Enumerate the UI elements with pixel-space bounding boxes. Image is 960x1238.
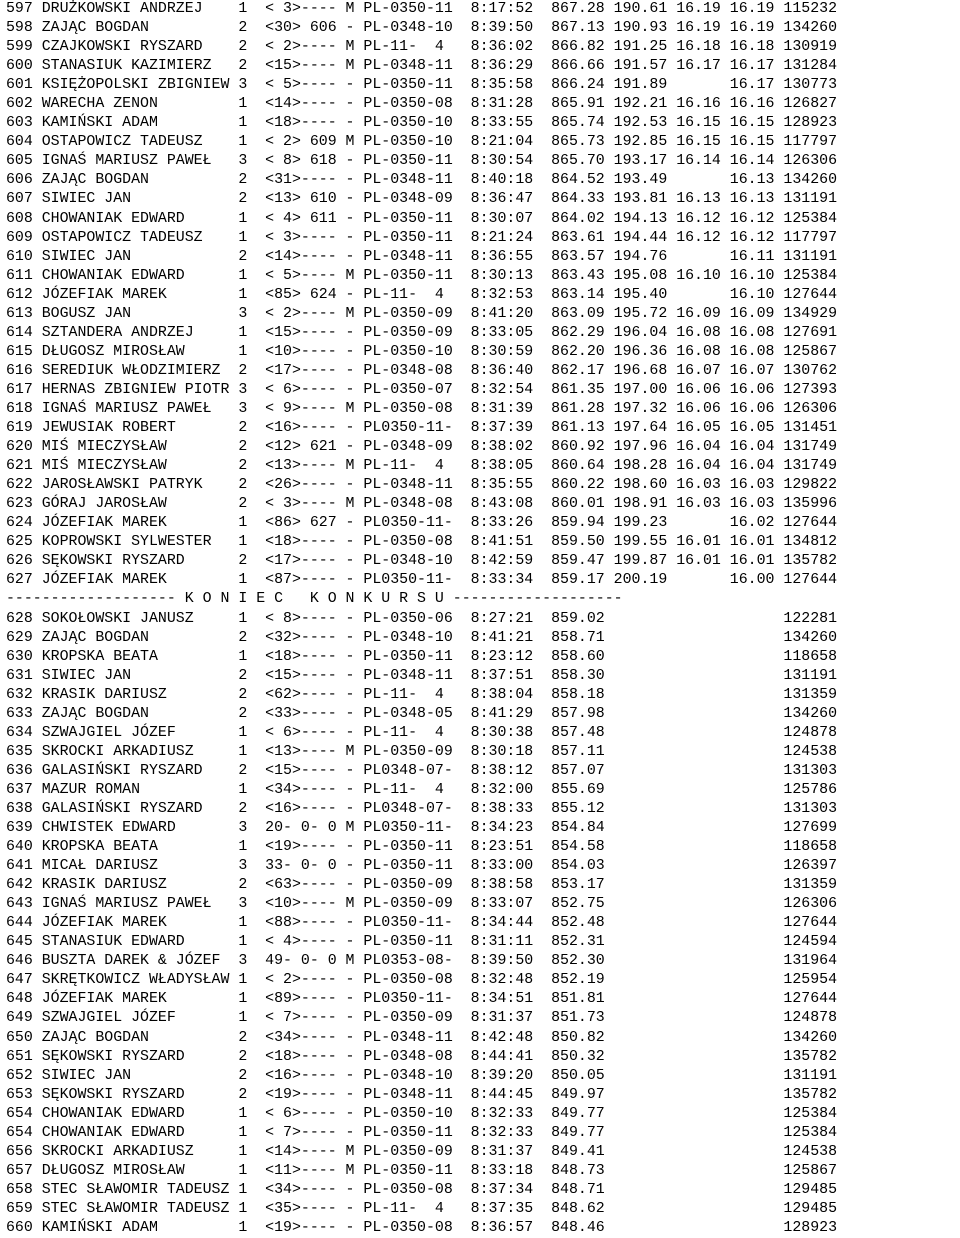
result-row: 607 SIWIEC JAN 2 <13> 610 - PL-0348-09 8:36:47 864.33 193.81 16.13 16.13 131191 xyxy=(6,191,838,208)
result-row: 600 STANASIUK KAZIMIERZ 2 <15>---- M PL-0348-11 8:36:29 866.66 191.57 16.17 16.17 131284 xyxy=(6,58,838,75)
result-row: 630 KROPSKA BEATA 1 <18>---- - PL-0350-11 8:23:12 858.60 118658 xyxy=(6,648,838,665)
result-row: 606 ZAJĄC BOGDAN 2 <31>---- - PL-0348-11 8:40:18 864.52 193.49 16.13 134260 xyxy=(6,172,838,189)
result-row: 611 CHOWANIAK EDWARD 1 < 5>---- M PL-0350-11 8:30:13 863.43 195.08 16.10 16.10 125384 xyxy=(6,267,838,284)
result-row: 605 IGNAŚ MARIUSZ PAWEŁ 3 < 8> 618 - PL-0350-11 8:30:54 865.70 193.17 16.14 16.14 126306 xyxy=(6,153,838,170)
result-row: 645 STANASIUK EDWARD 1 < 4>---- - PL-0350-11 8:31:11 852.31 124594 xyxy=(6,934,838,951)
result-row: 614 SZTANDERA ANDRZEJ 1 <15>---- - PL-0350-09 8:33:05 862.29 196.04 16.08 16.08 127691 xyxy=(6,324,838,341)
result-row: 659 STEC SŁAWOMIR TADEUSZ 1 <35>---- - PL-11- 4 8:37:35 848.62 129485 xyxy=(6,1200,838,1217)
result-row: 632 KRASIK DARIUSZ 2 <62>---- - PL-11- 4 8:38:04 858.18 131359 xyxy=(6,686,838,703)
result-row: 635 SKROCKI ARKADIUSZ 1 <13>---- M PL-0350-09 8:30:18 857.11 124538 xyxy=(6,743,838,760)
result-row: 660 KAMIŃSKI ADAM 1 <19>---- - PL-0350-08 8:36:57 848.46 128923 xyxy=(6,1220,838,1236)
result-row: 631 SIWIEC JAN 2 <15>---- - PL-0348-11 8:37:51 858.30 131191 xyxy=(6,667,838,684)
result-row: 617 HERNAS ZBIGNIEW PIOTR 3 < 6>---- - PL-0350-07 8:32:54 861.35 197.00 16.06 16.06 127393 xyxy=(6,381,838,398)
result-row: 615 DŁUGOSZ MIROSŁAW 1 <10>---- - PL-0350-10 8:30:59 862.20 196.36 16.08 16.08 125867 xyxy=(6,343,838,360)
result-row: 638 GALASIŃSKI RYSZARD 2 <16>---- - PL0348-07- 8:38:33 855.12 131303 xyxy=(6,800,838,817)
result-row: 651 SĘKOWSKI RYSZARD 2 <18>---- - PL-0348-08 8:44:41 850.32 135782 xyxy=(6,1048,838,1065)
result-row: 609 OSTAPOWICZ TADEUSZ 1 < 3>---- - PL-0350-11 8:21:24 863.61 194.44 16.12 16.12 117797 xyxy=(6,229,838,246)
result-row: 636 GALASIŃSKI RYSZARD 2 <15>---- - PL0348-07- 8:38:12 857.07 131303 xyxy=(6,762,838,779)
result-row: 647 SKRĘTKOWICZ WŁADYSŁAW 1 < 2>---- - PL-0350-08 8:32:48 852.19 125954 xyxy=(6,972,838,989)
result-row: 623 GÓRAJ JAROSŁAW 2 < 3>---- M PL-0348-08 8:43:08 860.01 198.91 16.03 16.03 135996 xyxy=(6,496,838,513)
result-row: 644 JÓZEFIAK MAREK 1 <88>---- - PL0350-11- 8:34:44 852.48 127644 xyxy=(6,915,838,932)
result-row: 654 CHOWANIAK EDWARD 1 < 6>---- - PL-0350-10 8:32:33 849.77 125384 xyxy=(6,1105,838,1122)
result-row: 646 BUSZTA DAREK & JÓZEF 3 49- 0- 0 M PL0353-08- 8:39:50 852.30 131964 xyxy=(6,953,838,970)
result-row: 640 KROPSKA BEATA 1 <19>---- - PL-0350-11 8:23:51 854.58 118658 xyxy=(6,839,838,856)
result-row: 641 MICAŁ DARIUSZ 3 33- 0- 0 - PL-0350-11 8:33:00 854.03 126397 xyxy=(6,858,838,875)
result-row: 612 JÓZEFIAK MAREK 1 <85> 624 - PL-11- 4 8:32:53 863.14 195.40 16.10 127644 xyxy=(6,286,838,303)
result-row: 620 MIŚ MIECZYSŁAW 2 <12> 621 - PL-0348-09 8:38:02 860.92 197.96 16.04 16.04 131749 xyxy=(6,439,838,456)
result-row: 622 JAROSŁAWSKI PATRYK 2 <26>---- - PL-0348-11 8:35:55 860.22 198.60 16.03 16.03 129822 xyxy=(6,477,838,494)
result-row: 643 IGNAŚ MARIUSZ PAWEŁ 3 <10>---- M PL-0350-09 8:33:07 852.75 126306 xyxy=(6,896,838,913)
result-row: 656 SKROCKI ARKADIUSZ 1 <14>---- M PL-0350-09 8:31:37 849.41 124538 xyxy=(6,1143,838,1160)
result-row: 639 CHWISTEK EDWARD 3 20- 0- 0 M PL0350-11- 8:34:23 854.84 127699 xyxy=(6,820,838,837)
result-row: 618 IGNAŚ MARIUSZ PAWEŁ 3 < 9>---- M PL-0350-08 8:31:39 861.28 197.32 16.06 16.06 126306 xyxy=(6,400,838,417)
result-row: 652 SIWIEC JAN 2 <16>---- - PL-0348-10 8:39:20 850.05 131191 xyxy=(6,1067,838,1084)
result-row: 619 JEWUSIAK ROBERT 2 <16>---- - PL0350-11- 8:37:39 861.13 197.64 16.05 16.05 131451 xyxy=(6,420,838,437)
result-row: 625 KOPROWSKI SYLWESTER 1 <18>---- - PL-0350-08 8:41:51 859.50 199.55 16.01 16.01 134812 xyxy=(6,534,838,551)
result-row: 648 JÓZEFIAK MAREK 1 <89>---- - PL0350-11- 8:34:51 851.81 127644 xyxy=(6,991,838,1008)
result-row: 650 ZAJĄC BOGDAN 2 <34>---- - PL-0348-11 8:42:48 850.82 134260 xyxy=(6,1029,838,1046)
result-row: 637 MAZUR ROMAN 1 <34>---- - PL-11- 4 8:32:00 855.69 125786 xyxy=(6,781,838,798)
result-row: 627 JÓZEFIAK MAREK 1 <87>---- - PL0350-11- 8:33:34 859.17 200.19 16.00 127644 xyxy=(6,572,838,589)
result-row: 624 JÓZEFIAK MAREK 1 <86> 627 - PL0350-11- 8:33:26 859.94 199.23 16.02 127644 xyxy=(6,515,838,532)
result-row: 610 SIWIEC JAN 2 <14>---- - PL-0348-11 8:36:55 863.57 194.76 16.11 131191 xyxy=(6,248,838,265)
result-row: 633 ZAJĄC BOGDAN 2 <33>---- - PL-0348-05 8:41:29 857.98 134260 xyxy=(6,705,838,722)
result-row: 658 STEC SŁAWOMIR TADEUSZ 1 <34>---- - PL-0350-08 8:37:34 848.71 129485 xyxy=(6,1181,838,1198)
result-row: 602 WARECHA ZENON 1 <14>---- - PL-0350-08 8:31:28 865.91 192.21 16.16 16.16 126827 xyxy=(6,96,838,113)
result-row: 634 SZWAJGIEL JÓZEF 1 < 6>---- - PL-11- 4 8:30:38 857.48 124878 xyxy=(6,724,838,741)
result-row: 649 SZWAJGIEL JÓZEF 1 < 7>---- - PL-0350-09 8:31:37 851.73 124878 xyxy=(6,1010,838,1027)
result-row: 653 SĘKOWSKI RYSZARD 2 <19>---- - PL-0348-11 8:44:45 849.97 135782 xyxy=(6,1086,838,1103)
result-row: 657 DŁUGOSZ MIROSŁAW 1 <11>---- M PL-0350-11 8:33:18 848.73 125867 xyxy=(6,1162,838,1179)
result-row: 629 ZAJĄC BOGDAN 2 <32>---- - PL-0348-10 8:41:21 858.71 134260 xyxy=(6,629,838,646)
end-of-contest-divider: ------------------- K O N I E C K O N K U R S U ------------------- xyxy=(6,591,623,608)
result-row: 642 KRASIK DARIUSZ 2 <63>---- - PL-0350-09 8:38:58 853.17 131359 xyxy=(6,877,838,894)
result-row: 599 CZAJKOWSKI RYSZARD 2 < 2>---- M PL-11- 4 8:36:02 866.82 191.25 16.18 16.18 130919 xyxy=(6,39,838,56)
result-row: 616 SEREDIUK WŁODZIMIERZ 2 <17>---- - PL-0348-08 8:36:40 862.17 196.68 16.07 16.07 130762 xyxy=(6,362,838,379)
result-row: 604 OSTAPOWICZ TADEUSZ 1 < 2> 609 M PL-0350-10 8:21:04 865.73 192.85 16.15 16.15 117797 xyxy=(6,134,838,151)
result-row: 598 ZAJĄC BOGDAN 2 <30> 606 - PL-0348-10 8:39:50 867.13 190.93 16.19 16.19 134260 xyxy=(6,20,838,37)
result-row: 613 BOGUSZ JAN 3 < 2>---- M PL-0350-09 8:41:20 863.09 195.72 16.09 16.09 134929 xyxy=(6,305,838,322)
result-row: 597 DRUŻKOWSKI ANDRZEJ 1 < 3>---- M PL-0350-11 8:17:52 867.28 190.61 16.19 16.19 115232 xyxy=(6,1,838,17)
result-row: 621 MIŚ MIECZYSŁAW 2 <13>---- M PL-11- 4 8:38:05 860.64 198.28 16.04 16.04 131749 xyxy=(6,458,838,475)
result-row: 654 CHOWANIAK EDWARD 1 < 7>---- - PL-0350-11 8:32:33 849.77 125384 xyxy=(6,1124,838,1141)
result-row: 628 SOKOŁOWSKI JANUSZ 1 < 8>---- - PL-0350-06 8:27:21 859.02 122281 xyxy=(6,610,838,627)
result-row: 626 SĘKOWSKI RYSZARD 2 <17>---- - PL-0348-10 8:42:59 859.47 199.87 16.01 16.01 135782 xyxy=(6,553,838,570)
result-row: 608 CHOWANIAK EDWARD 1 < 4> 611 - PL-0350-11 8:30:07 864.02 194.13 16.12 16.12 125384 xyxy=(6,210,838,227)
result-row: 601 KSIĘŻOPOLSKI ZBIGNIEW 3 < 5>---- - PL-0350-11 8:35:58 866.24 191.89 16.17 130773 xyxy=(6,77,838,94)
result-row: 603 KAMIŃSKI ADAM 1 <18>---- - PL-0350-10 8:33:55 865.74 192.53 16.15 16.15 128923 xyxy=(6,115,838,132)
